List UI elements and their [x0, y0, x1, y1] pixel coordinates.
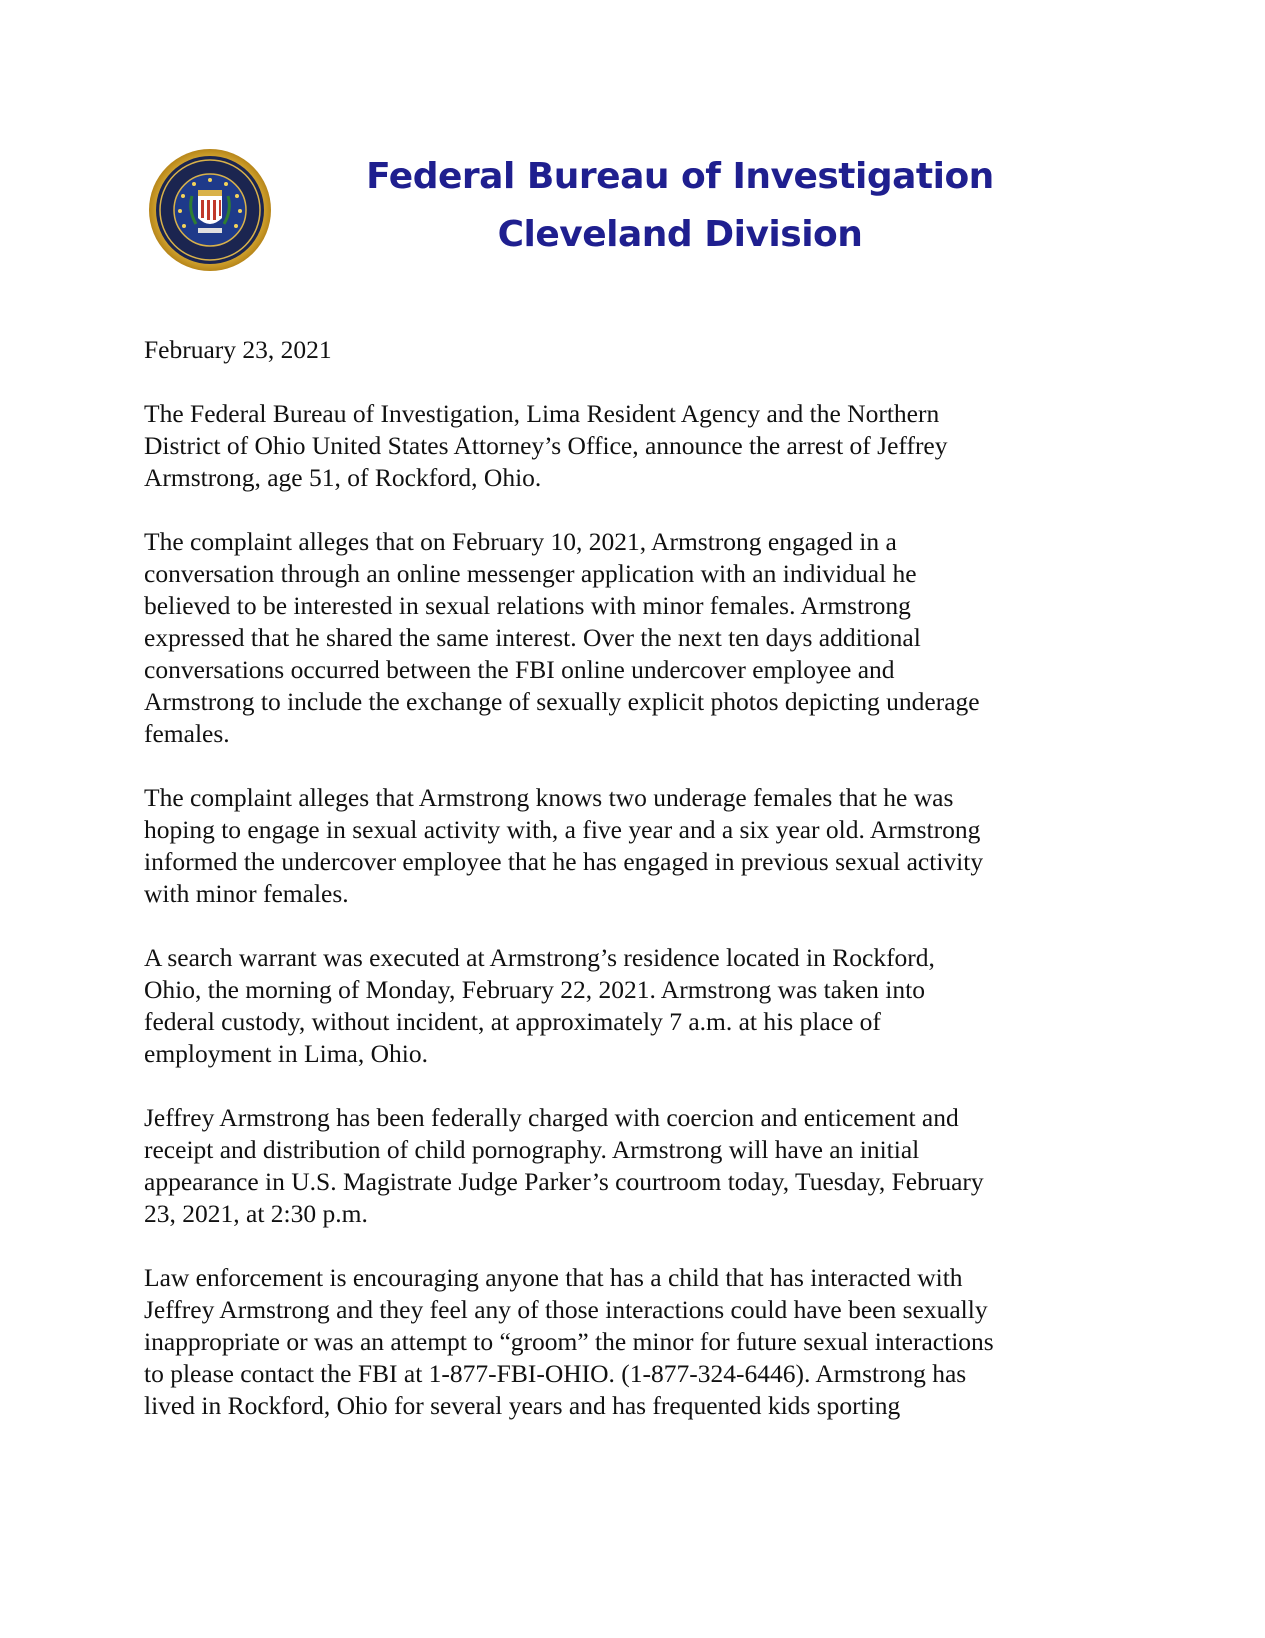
- text-line: Law enforcement is encouraging anyone that has a child that has interacted with: [144, 1263, 963, 1292]
- text-line: Ohio, the morning of Monday, February 22, 2021. Armstrong was taken into: [144, 975, 925, 1004]
- text-line: employment in Lima, Ohio.: [144, 1039, 428, 1068]
- text-line: inappropriate or was an attempt to “groom” the minor for future sexual interactions: [144, 1327, 994, 1356]
- text-line: Armstrong to include the exchange of sexually explicit photos depicting underage: [144, 687, 980, 716]
- paragraph-public-appeal: [144, 1262, 1104, 1422]
- text-line: conversations occurred between the FBI online undercover employee and: [144, 655, 895, 684]
- text-line: receipt and distribution of child pornography. Armstrong will have an initial: [144, 1135, 920, 1164]
- text-line: 23, 2021, at 2:30 p.m.: [144, 1199, 368, 1228]
- text-line: with minor females.: [144, 879, 349, 908]
- text-line: A search warrant was executed at Armstrong’s residence located in Rockford,: [144, 943, 935, 972]
- division-title: Cleveland Division: [497, 214, 863, 255]
- agency-title: Federal Bureau of Investigation: [366, 156, 994, 197]
- text-line: District of Ohio United States Attorney’s Office, announce the arrest of Jeffrey: [144, 431, 948, 460]
- text-line: to please contact the FBI at 1-877-FBI-OHIO. (1-877-324-6446). Armstrong has: [144, 1359, 967, 1388]
- text-line: informed the undercover employee that he has engaged in previous sexual activity: [144, 847, 984, 876]
- paragraph-charges: [144, 1102, 1104, 1230]
- text-line: Armstrong, age 51, of Rockford, Ohio.: [144, 463, 542, 492]
- text-line: hoping to engage in sexual activity with, a five year and a six year old. Armstrong: [144, 815, 981, 844]
- paragraph-arrest-announcement: [144, 398, 1104, 494]
- text-line: appearance in U.S. Magistrate Judge Parker’s courtroom today, Tuesday, February: [144, 1167, 984, 1196]
- release-date: February 23, 2021: [144, 335, 332, 364]
- letterhead: [330, 148, 1030, 264]
- text-line: lived in Rockford, Ohio for several years and has frequented kids sporting: [144, 1391, 901, 1420]
- text-line: The Federal Bureau of Investigation, Lima Resident Agency and the Northern: [144, 399, 940, 428]
- paragraph-search-warrant: [144, 942, 1104, 1070]
- text-line: Jeffrey Armstrong has been federally charged with coercion and enticement and: [144, 1103, 959, 1132]
- text-line: federal custody, without incident, at approximately 7 a.m. at his place of: [144, 1007, 881, 1036]
- paragraph-complaint-allegations: [144, 782, 1104, 910]
- paragraph-complaint-conversation: [144, 526, 1104, 750]
- text-line: The complaint alleges that Armstrong knows two underage females that he was: [144, 783, 954, 812]
- text-line: conversation through an online messenger application with an individual he: [144, 559, 917, 588]
- text-line: females.: [144, 719, 230, 748]
- press-release-body: [144, 334, 1104, 1454]
- text-line: The complaint alleges that on February 10, 2021, Armstrong engaged in a: [144, 527, 897, 556]
- text-line: Jeffrey Armstrong and they feel any of those interactions could have been sexually: [144, 1295, 988, 1324]
- text-line: believed to be interested in sexual relations with minor females. Armstrong: [144, 591, 911, 620]
- fbi-seal-icon: [148, 148, 272, 272]
- text-line: expressed that he shared the same interest. Over the next ten days additional: [144, 623, 921, 652]
